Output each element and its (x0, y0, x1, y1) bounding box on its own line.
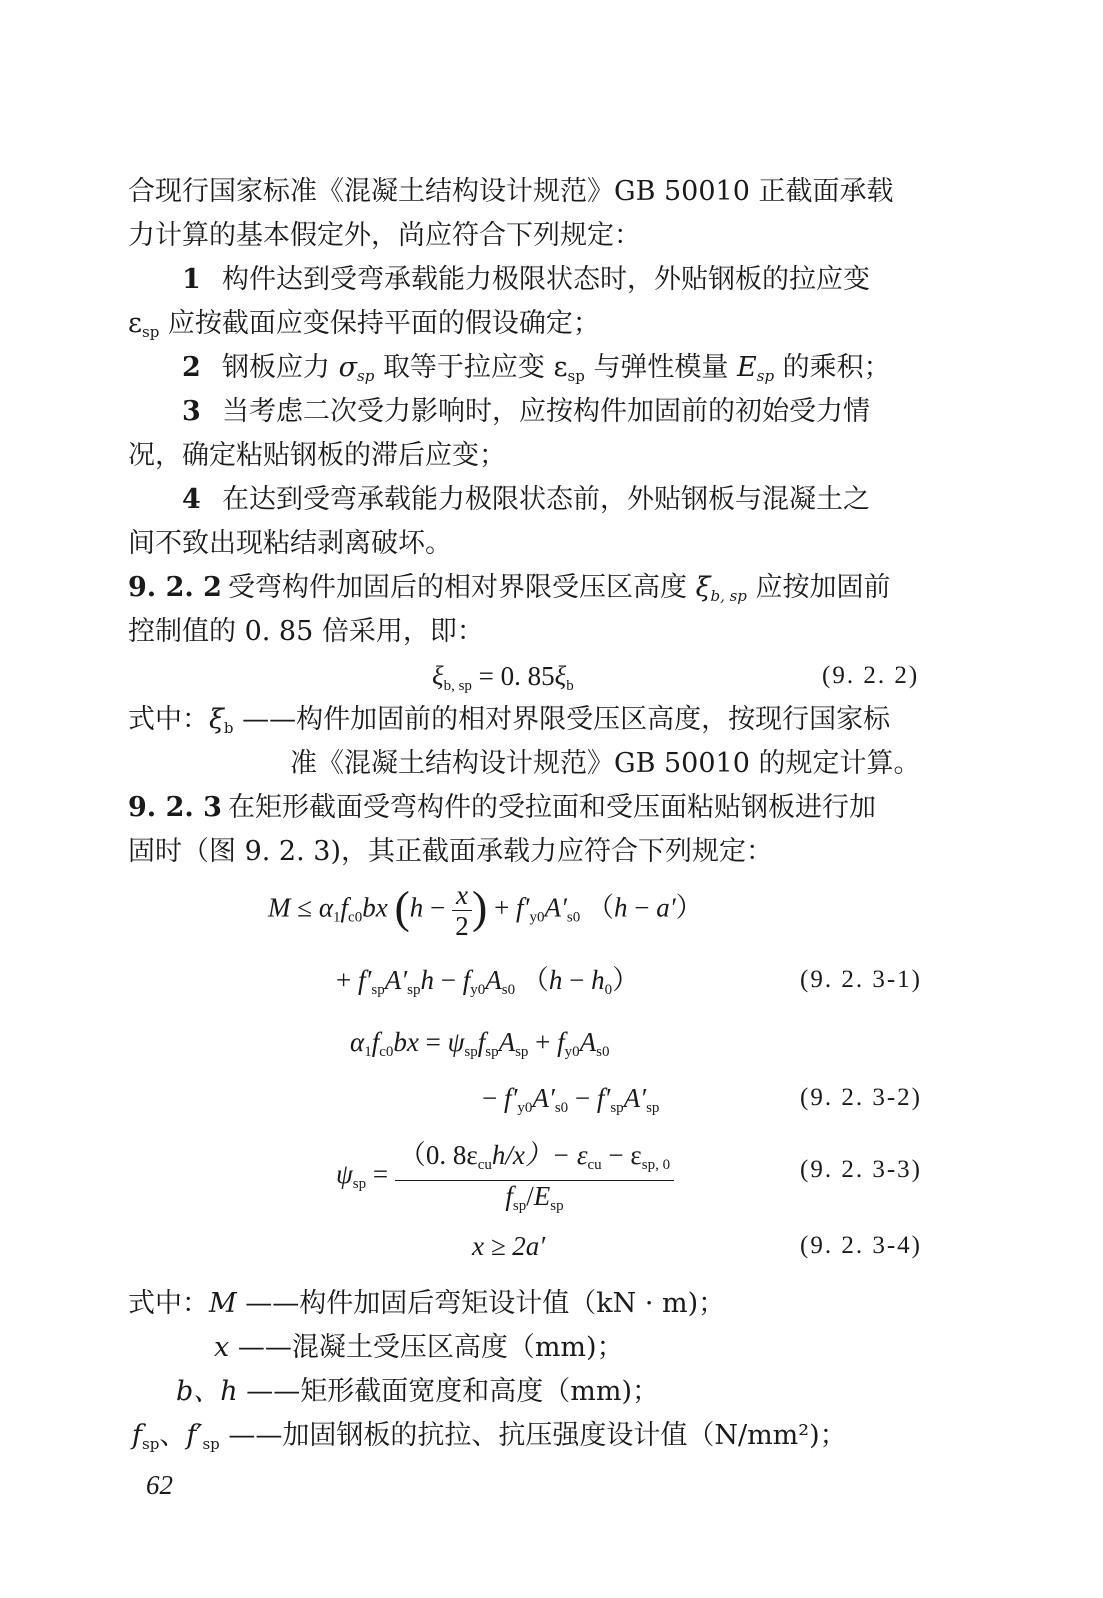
symbol-epsilon-sp: $\varepsilon_{sp}$ (553, 352, 585, 385)
equation-9-2-3-3: $\psi_{sp}$ = $\frac{(0. 8\varepsilon_{cu}h/x)- \varepsilon_{cu} - \varepsilon_{sp, 0}}{f_{sp}/E_{sp}}$ (336, 1140, 674, 1221)
page-number: 62 (146, 1470, 173, 1500)
equation-9-2-3-4: x ≥ 2a′ (472, 1231, 546, 1261)
definition-text: ——构件加固后弯矩设计值（kN · m)； (245, 1288, 726, 1319)
frac-text: （0. 8ε (398, 1140, 478, 1170)
definition-symbol: x (214, 1332, 230, 1363)
symbol-sigma-sp: $\sigma_{sp}$ (338, 352, 375, 385)
equation-number: (9. 2. 3-3) (800, 1156, 922, 1183)
section-text: 固时（图 9. 2. 3)，其正截面承载力应符合下列规定： (128, 836, 773, 867)
equation-9-2-3-2-line1: $\alpha_1f_{c0}bx = \psi_{sp}f_{sp}A_{sp} + f_{y0}A_{s0}$ (350, 1027, 610, 1060)
paragraph-line: 力计算的基本假定外，尚应符合下列规定： (128, 220, 641, 251)
item-text: 钢板应力 (222, 352, 330, 383)
item-text: 构件达到受弯承载能力极限状态时，外贴钢板的拉应变 (222, 264, 870, 295)
symbol-e-sp: $E_{sp}$ (737, 352, 775, 385)
section-9-2-3 (128, 786, 928, 830)
equation-number: (9. 2. 2) (822, 662, 920, 689)
where-text: ——构件加固前的相对界限受压区高度，按现行国家标 (242, 704, 891, 735)
definition-text: ——矩形截面宽度和高度（mm)； (246, 1376, 660, 1407)
item-text: 应按截面应变保持平面的假设确定； (167, 308, 600, 339)
where-text-cont: 准《混凝土结构设计规范》GB 50010 的规定计算。 (290, 748, 921, 779)
equation-number: (9. 2. 3-4) (800, 1232, 922, 1259)
definition-symbol: M (209, 1288, 237, 1319)
frac-text: f (505, 1181, 513, 1211)
definition-text: ——混凝土受压区高度（mm)； (237, 1332, 624, 1363)
equation-number: (9. 2. 3-2) (800, 1084, 922, 1111)
equation-rhs: = 0. 85 (478, 661, 555, 691)
equation-9-2-3-1-line1: $M \le \alpha_1f_{c0}bx$ (h − $\frac{x}{2}$ ) + $f'_{y0}A'_{s0}$ （h − a′） (268, 880, 703, 941)
where-clause: 式中：$\xi_b$ ——构件加固前的相对界限受压区高度，按现行国家标 (128, 704, 891, 737)
item-number: 4 (182, 484, 201, 515)
section-text: 应按加固前 (755, 572, 891, 603)
list-item-3 (182, 390, 982, 434)
where-label: 式中： (128, 1288, 209, 1319)
item-text: 在达到受弯承载能力极限状态前，外贴钢板与混凝土之 (222, 484, 870, 515)
list-item-4 (182, 478, 982, 522)
equation-number: (9. 2. 3-1) (800, 966, 922, 993)
definition-row (176, 1370, 976, 1414)
section-text: 受弯构件加固后的相对界限受压区高度 (228, 572, 687, 603)
equation-9-2-3-2-line2: − $f'_{y0}A'_{s0} - f'_{sp}A'_{sp}$ (482, 1083, 660, 1116)
definition-row: $f_{sp}$、$f'_{sp}$ ——加固钢板的抗拉、抗压强度设计值（N/mm²)； (132, 1420, 847, 1453)
list-item-3-cont: 况，确定粘贴钢板的滞后应变； (128, 440, 506, 471)
symbol-epsilon-sp: $\varepsilon_{sp}$ (128, 308, 160, 341)
definition-row (128, 1282, 928, 1326)
frac-text: − ε (601, 1140, 642, 1170)
definition-row (214, 1326, 1014, 1370)
item-number: 2 (182, 352, 201, 383)
list-item-1 (182, 258, 982, 302)
section-text: 在矩形截面受弯构件的受拉面和受压面粘贴钢板进行加 (228, 792, 876, 823)
definition-symbol: b、h (176, 1376, 238, 1407)
item-text: 的乘积； (782, 352, 891, 383)
symbol-xi-b-sp: $\xi_{b, sp}$ (695, 572, 747, 605)
equation-9-2-2: $\xi_{b, sp} = 0$. $85\xi_b$ (432, 661, 574, 694)
list-item-4-cont: 间不致出现粘结剥离破坏。 (128, 528, 452, 559)
where-label: 式中： (128, 704, 209, 735)
frac-text: h/x）− ε (491, 1140, 588, 1170)
item-text: 当考虑二次受力影响时，应按构件加固前的初始受力情 (222, 396, 870, 427)
section-text: 控制值的 0. 85 倍采用，即： (128, 616, 484, 647)
item-text: 与弹性模量 (593, 352, 729, 383)
section-number: 9. 2. 2 (128, 572, 222, 603)
section-number: 9. 2. 3 (128, 792, 222, 823)
item-number: 1 (182, 264, 201, 295)
definition-text: ——加固钢板的抗拉、抗压强度设计值（N/mm²)； (228, 1420, 847, 1451)
equation-9-2-3-1-line2: + $f'_{sp}A'_{sp}h - f_{y0}A_{s0}$ $(h - h_0)$ (336, 965, 640, 998)
item-number: 3 (182, 396, 201, 427)
paragraph-line: 合现行国家标准《混凝土结构设计规范》GB 50010 正截面承载 (128, 176, 894, 207)
item-text: 取等于拉应变 (382, 352, 545, 383)
